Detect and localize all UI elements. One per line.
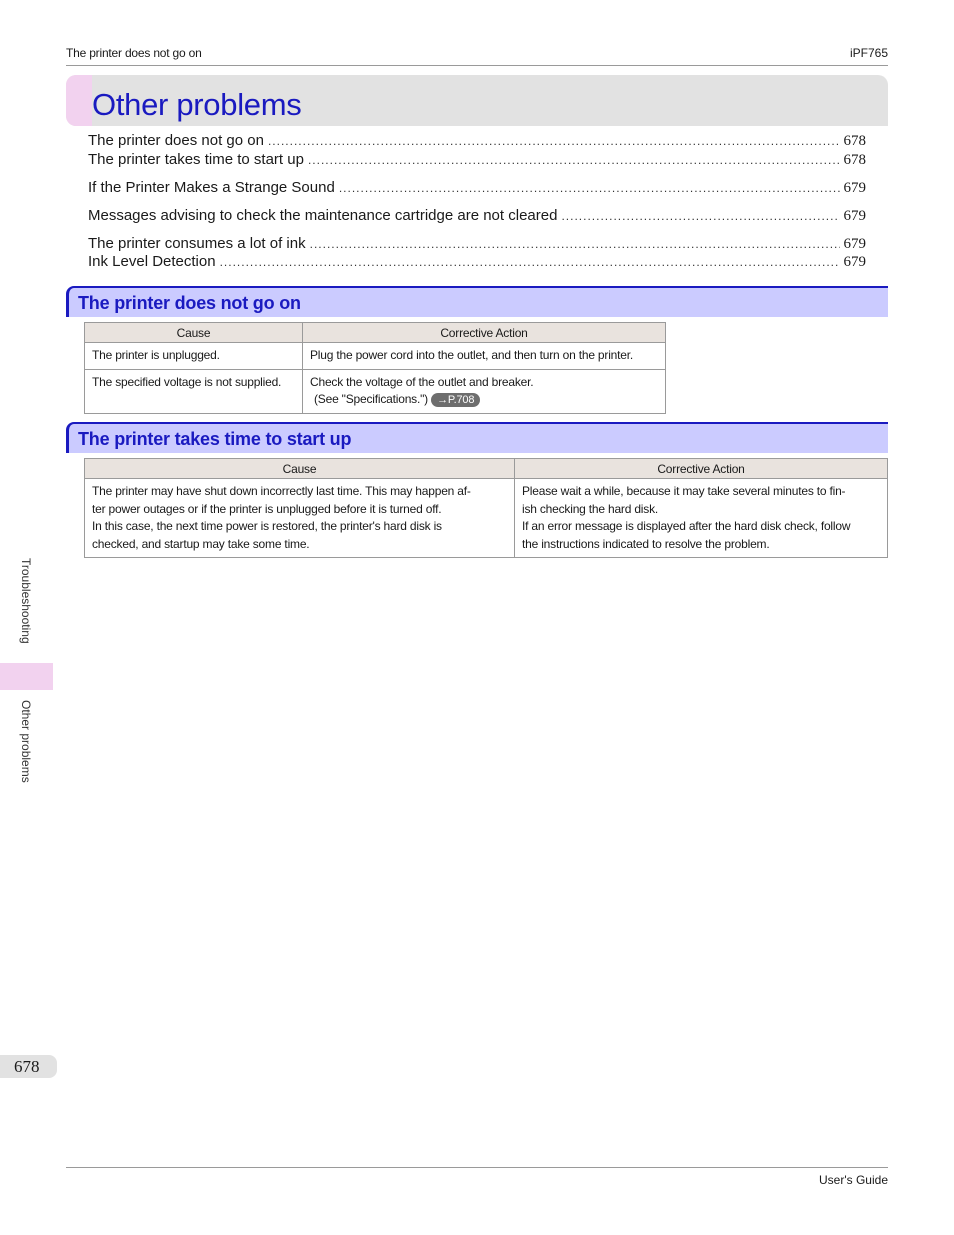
action-cell <box>515 479 888 558</box>
toc-entry-label: Messages advising to check the maintenance cartridge are not cleared <box>88 207 558 224</box>
column-header-cause: Cause <box>85 323 303 343</box>
slow-start-table <box>84 458 888 558</box>
chapter-title: Other problems <box>92 87 302 122</box>
toc-entry-page: 679 <box>843 236 866 252</box>
action-line: ish checking the hard disk. <box>522 501 659 516</box>
action-cell <box>303 369 666 413</box>
toc-leader-dots <box>220 253 840 271</box>
toc-leader-dots <box>308 151 840 169</box>
toc-entry-page: 679 <box>843 254 866 270</box>
column-header-action: Corrective Action <box>303 323 666 343</box>
toc-entry-label: The printer does not go on <box>88 132 264 149</box>
table-row <box>85 479 888 558</box>
running-header-title: The printer does not go on <box>66 46 202 60</box>
toc-entry[interactable] <box>88 207 866 225</box>
see-also-line <box>310 391 658 409</box>
running-header-model: iPF765 <box>849 46 888 60</box>
side-tab-section-label: Other problems <box>19 700 33 783</box>
section-heading-no-power <box>66 286 888 317</box>
section-title: The printer takes time to start up <box>78 429 352 449</box>
cause-line: In this case, the next time power is restored, the printer's hard disk is <box>92 519 442 533</box>
cause-cell: The specified voltage is not supplied. <box>85 369 303 413</box>
toc-entry-page: 678 <box>843 133 866 149</box>
toc-leader-dots <box>310 235 840 253</box>
toc-entry-label: If the Printer Makes a Strange Sound <box>88 179 335 196</box>
side-tab-section[interactable] <box>19 700 33 800</box>
section-heading-slow-start <box>66 422 888 453</box>
side-tab-marker <box>0 663 53 690</box>
page-reference-link[interactable]: →P.708 <box>431 393 480 407</box>
action-line: If an error message is displayed after the hard disk check, follow <box>522 519 851 533</box>
table-row <box>85 369 666 413</box>
header-divider <box>66 65 888 66</box>
action-text: Check the voltage of the outlet and breaker. <box>310 374 534 389</box>
toc-entry-page: 679 <box>843 180 866 196</box>
see-also-text: (See "Specifications.") <box>314 392 428 406</box>
cause-line: checked, and startup may take some time. <box>92 536 310 551</box>
page-number: 678 <box>0 1055 57 1078</box>
action-line: Please wait a while, because it may take several minutes to fin- <box>522 484 846 498</box>
side-tab-chapter-label: Troubleshooting <box>19 558 33 644</box>
cause-line: The printer may have shut down incorrectly last time. This may happen af- <box>92 484 471 498</box>
table-row <box>85 343 666 370</box>
footer-divider <box>66 1167 888 1168</box>
toc-entry-label: Ink Level Detection <box>88 253 216 270</box>
toc-entry[interactable] <box>88 253 866 271</box>
toc-entry[interactable] <box>88 235 866 253</box>
column-header-action: Corrective Action <box>515 459 888 479</box>
toc-leader-dots <box>339 179 840 197</box>
toc-leader-dots <box>268 132 840 150</box>
action-line: the instructions indicated to resolve the problem. <box>522 536 770 551</box>
toc-entry[interactable] <box>88 151 866 169</box>
cause-cell: The printer is unplugged. <box>85 343 303 370</box>
no-power-table <box>84 322 666 414</box>
toc-entry-label: The printer consumes a lot of ink <box>88 235 306 252</box>
toc-entry[interactable] <box>88 179 866 197</box>
footer-guide-name: User's Guide <box>819 1173 888 1187</box>
cause-line: ter power outages or if the printer is unplugged before it is turned off. <box>92 501 442 516</box>
toc-entry-page: 679 <box>843 208 866 224</box>
toc-entry[interactable] <box>88 132 866 150</box>
chapter-accent-bar <box>66 75 92 126</box>
chapter-title-banner <box>66 75 888 126</box>
toc-entry-label: The printer takes time to start up <box>88 151 304 168</box>
column-header-cause: Cause <box>85 459 515 479</box>
action-cell: Plug the power cord into the outlet, and then turn on the printer. <box>303 343 666 370</box>
toc-entry-page: 678 <box>843 152 866 168</box>
section-title: The printer does not go on <box>78 293 301 313</box>
cause-cell <box>85 479 515 558</box>
side-tab-chapter[interactable] <box>19 558 33 658</box>
toc-leader-dots <box>561 207 839 225</box>
